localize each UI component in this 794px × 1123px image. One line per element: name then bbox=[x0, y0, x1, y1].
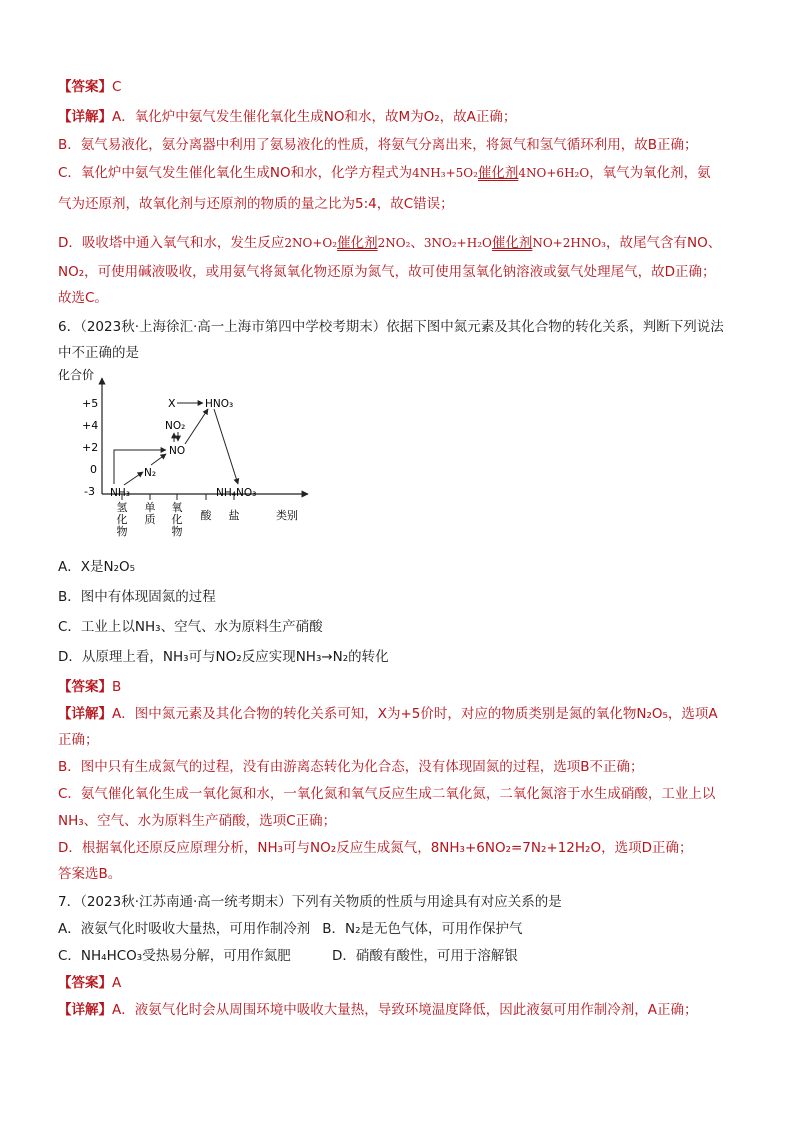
detail-d-cont-q5: NO₂，可使用碱液吸收，或用氨气将氮氧化物还原为氮气，故可使用氢氧化钠溶液或氨气处理尾气，故D正确； bbox=[58, 264, 716, 280]
y-tick-plus2: +2 bbox=[82, 441, 99, 454]
detail-tag: 【详解】 bbox=[58, 1002, 112, 1018]
q7-options-row-2 bbox=[58, 946, 518, 966]
arrow-nh3-n2 bbox=[124, 472, 143, 485]
detail-tag: 【详解】 bbox=[58, 109, 112, 125]
y-tick-plus4: +4 bbox=[82, 419, 99, 432]
catalyst-label: 催化剂 bbox=[477, 165, 519, 181]
q7-option-c: C．NH₄HCO₃受热易分解，可用作氮肥 bbox=[58, 948, 291, 964]
y-axis-label: 化合价 bbox=[58, 368, 95, 382]
q7-stem: 7．（2023秋·江苏南通·高一统考期末）下列有关物质的性质与用途具有对应关系的是 bbox=[58, 894, 562, 910]
species-x: X bbox=[168, 397, 176, 410]
species-no2: NO₂ bbox=[165, 420, 186, 432]
q6-detail-c: C．氨气催化氧化生成一氧化氮和水，一氧化氮和氧气反应生成二氧化氮，二氧化氮溶于水生成硝酸，工业上以 bbox=[58, 786, 716, 802]
answer-tag: 【答案】 bbox=[58, 975, 112, 991]
answer-value: C bbox=[112, 79, 122, 95]
q6-detail-b: B．图中只有生成氮气的过程，没有由游离态转化为化合态，没有体现固氮的过程，选项B不正确； bbox=[58, 759, 644, 775]
x-category-salt: 盐 bbox=[228, 509, 240, 522]
detail-text: A．液氨气化时会从周围环境中吸收大量热，导致环境温度降低，因此液氨可用作制冷剂，A正确； bbox=[112, 1002, 698, 1018]
detail-d-text-2: ，故尾气含有NO、 bbox=[605, 235, 722, 251]
y-tick-minus3: -3 bbox=[84, 485, 95, 498]
detail-c-text-2: ，氧气为氧化剂，氨 bbox=[589, 165, 711, 181]
q7-options-row-1 bbox=[58, 919, 523, 939]
equation-2-left: 3NO₂+H₂O bbox=[423, 236, 492, 250]
q7-option-b: B．N₂是无色气体，可用作保护气 bbox=[322, 921, 523, 937]
detail-b-q5: B．氨气易液化，氨分离器中利用了氨易液化的性质，将氨气分离出来，将氮气和氢气循环利用，故B正确； bbox=[58, 137, 698, 153]
q6-stem-line-1: 6．（2023秋·上海徐汇·高一上海市第四中学校考期末）依据下图中氮元素及其化合物的转化关系，判断下列说法 bbox=[58, 319, 724, 335]
q7-option-a: A．液氨气化时吸收大量热，可用作制冷剂 bbox=[58, 921, 311, 937]
arrow-no-hno3 bbox=[185, 409, 208, 444]
detail-text: A．氧化炉中氨气发生催化氧化生成NO和水，故M为O₂，故A正确； bbox=[112, 109, 517, 125]
catalyst-label-1: 催化剂 bbox=[337, 235, 378, 251]
detail-c-q5 bbox=[58, 163, 711, 183]
equation-2-right: NO+2HNO₃ bbox=[532, 236, 606, 250]
answer-line-q7 bbox=[58, 973, 121, 993]
equation-1-left: 2NO+O₂ bbox=[284, 236, 338, 250]
q6-detail-end: 答案选B。 bbox=[58, 866, 122, 882]
answer-value: B bbox=[112, 679, 122, 695]
q6-option-a: A．X是N₂O₅ bbox=[58, 559, 136, 575]
detail-a-q5 bbox=[58, 107, 516, 127]
q6-detail-a bbox=[58, 704, 718, 724]
answer-tag: 【答案】 bbox=[58, 79, 112, 95]
detail-d-q5 bbox=[58, 233, 721, 253]
q6-detail-c-cont: NH₃、空气、水为原料生产硝酸，选项C正确； bbox=[58, 813, 337, 829]
q6-detail-d: D．根据氧化还原反应原理分析，NH₃可与NO₂反应生成氮气，8NH₃+6NO₂=7N₂+12H₂O，选项D正确； bbox=[58, 840, 693, 856]
arrow-n2-no bbox=[151, 454, 166, 465]
arrow-hno3-nh4no3 bbox=[214, 409, 238, 484]
x-category-acid: 酸 bbox=[200, 509, 212, 522]
detail-tag: 【详解】 bbox=[58, 706, 112, 722]
q6-stem-line-2: 中不正确的是 bbox=[58, 345, 139, 361]
answer-line-q6 bbox=[58, 677, 121, 697]
q7-detail-a bbox=[58, 1000, 697, 1020]
answer-line-q5 bbox=[58, 77, 121, 97]
species-nh3: NH₃ bbox=[110, 487, 130, 499]
answer-value: A bbox=[112, 975, 122, 991]
x-category-oxide: 氧化物 bbox=[171, 501, 183, 538]
nitrogen-valence-diagram bbox=[58, 368, 318, 548]
arrow-nh3-no bbox=[114, 450, 166, 484]
q6-detail-a-cont: 正确； bbox=[58, 732, 99, 748]
detail-c-cont-q5: 气为还原剂，故氧化剂与还原剂的物质的量之比为5:4，故C错误； bbox=[58, 196, 454, 212]
detail-text: A．图中氮元素及其化合物的转化关系可知，X为+5价时，对应的物质类别是氮的氧化物N₂O₅，选项A bbox=[112, 706, 718, 722]
q6-option-c: C．工业上以NH₃、空气、水为原料生产硝酸 bbox=[58, 619, 323, 635]
detail-end-q5: 故选C。 bbox=[58, 290, 108, 306]
y-tick-zero: 0 bbox=[90, 463, 97, 476]
species-nh4no3: NH₄NO₃ bbox=[216, 487, 257, 499]
detail-d-text: D．吸收塔中通入氧气和水，发生反应 bbox=[58, 235, 285, 251]
catalyst-label-2: 催化剂 bbox=[491, 235, 533, 251]
species-no: NO bbox=[169, 445, 186, 457]
q6-option-b: B．图中有体现固氮的过程 bbox=[58, 589, 216, 605]
x-category-hydride: 氢化物 bbox=[116, 501, 128, 538]
species-hno3: HNO₃ bbox=[205, 398, 234, 410]
detail-c-text: C．氧化炉中氨气发生催化氧化生成NO和水，化学方程式为 bbox=[58, 165, 413, 181]
x-axis-label: 类别 bbox=[276, 509, 298, 522]
y-tick-plus5: +5 bbox=[82, 397, 99, 410]
equation-left: 4NH₃+5O₂ bbox=[412, 166, 478, 180]
species-n2: N₂ bbox=[144, 467, 157, 479]
equation-right: 4NO+6H₂O bbox=[518, 166, 590, 180]
q6-option-d: D．从原理上看，NH₃可与NO₂反应实现NH₃→N₂的转化 bbox=[58, 649, 389, 665]
separator: 、 bbox=[410, 235, 424, 251]
answer-tag: 【答案】 bbox=[58, 679, 112, 695]
q7-option-d: D．硝酸有酸性，可用于溶解银 bbox=[332, 948, 518, 964]
x-category-element: 单质 bbox=[144, 501, 156, 526]
equation-1-right: 2NO₂ bbox=[377, 236, 411, 250]
